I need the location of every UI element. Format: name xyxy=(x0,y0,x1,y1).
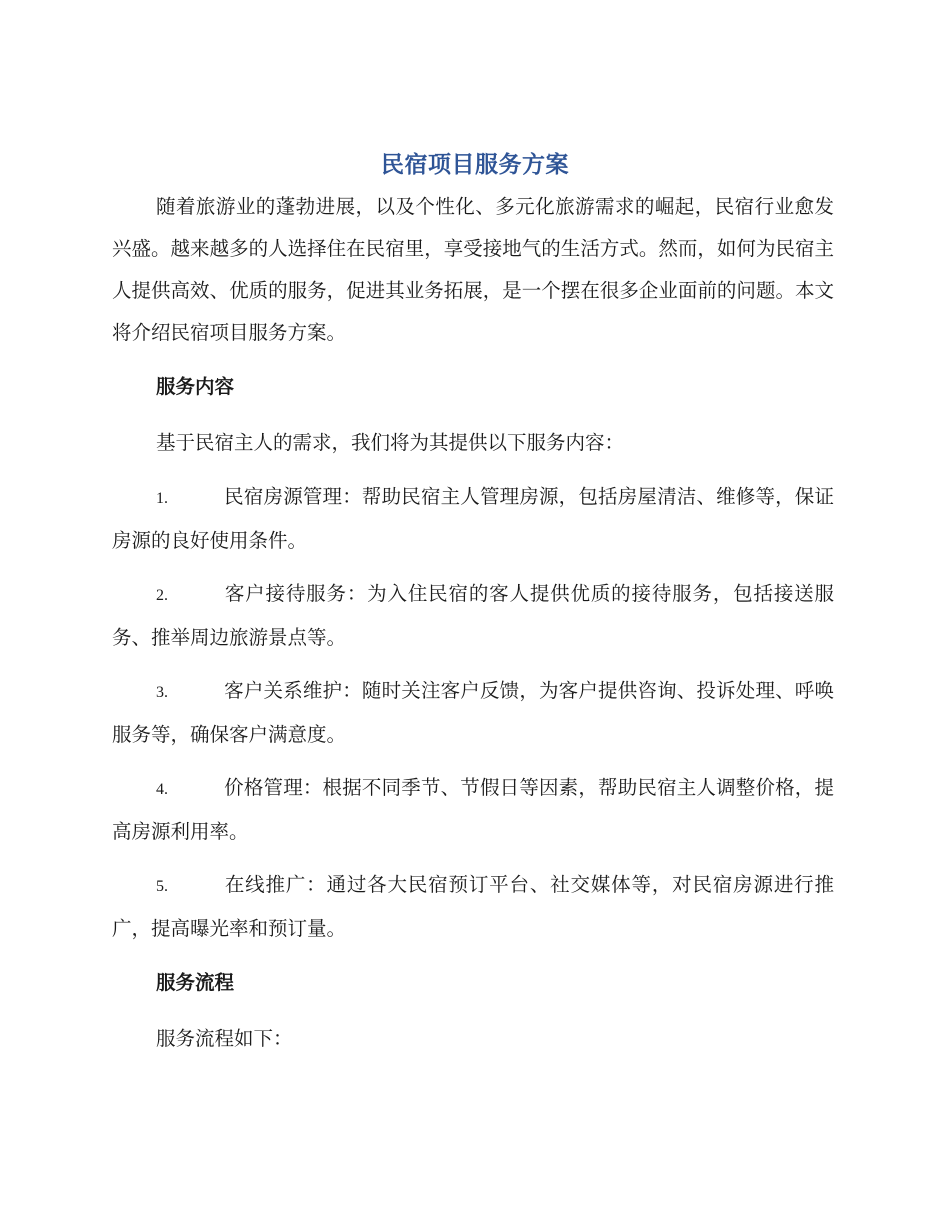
section-heading-flow: 服务流程 xyxy=(156,971,235,994)
flow-lead-paragraph: 服务流程如下： xyxy=(156,1027,293,1050)
document-title: 民宿项目服务方案 xyxy=(381,152,569,178)
list-item xyxy=(112,864,834,950)
list-item-number: 1. xyxy=(156,490,168,507)
list-item-number: 2. xyxy=(156,587,168,604)
list-item xyxy=(112,476,834,562)
list-item-number: 5. xyxy=(156,878,168,895)
list-item xyxy=(112,670,834,756)
list-item-text: 民宿房源管理：帮助民宿主人管理房源，包括房屋清洁、维修等，保证房源的良好使用条件。 xyxy=(112,485,834,552)
section-heading-content: 服务内容 xyxy=(156,375,235,398)
list-item-number: 4. xyxy=(156,781,168,798)
list-item xyxy=(112,573,834,659)
list-item-text: 价格管理：根据不同季节、节假日等因素，帮助民宿主人调整价格，提高房源利用率。 xyxy=(112,776,834,843)
intro-paragraph: 随着旅游业的蓬勃进展，以及个性化、多元化旅游需求的崛起，民宿行业愈发兴盛。越来越多的人选择住在民宿里，享受接地气的生活方式。然而，如何为民宿主人提供高效、优质的服务，促进其业务拓展，是一个摆在很多企业面前的问题。本文将介绍民宿项目服务方案。 xyxy=(112,195,834,344)
content-lead-paragraph: 基于民宿主人的需求，我们将为其提供以下服务内容： xyxy=(156,431,625,454)
list-item-text: 客户接待服务：为入住民宿的客人提供优质的接待服务，包括接送服务、推举周边旅游景点等。 xyxy=(112,582,834,649)
list-item-text: 客户关系维护：随时关注客户反馈，为客户提供咨询、投诉处理、呼唤服务等，确保客户满意度。 xyxy=(112,679,834,746)
list-item-text: 在线推广：通过各大民宿预订平台、社交媒体等，对民宿房源进行推广，提高曝光率和预订量。 xyxy=(112,873,834,940)
list-item xyxy=(112,767,834,853)
list-item-number: 3. xyxy=(156,684,168,701)
